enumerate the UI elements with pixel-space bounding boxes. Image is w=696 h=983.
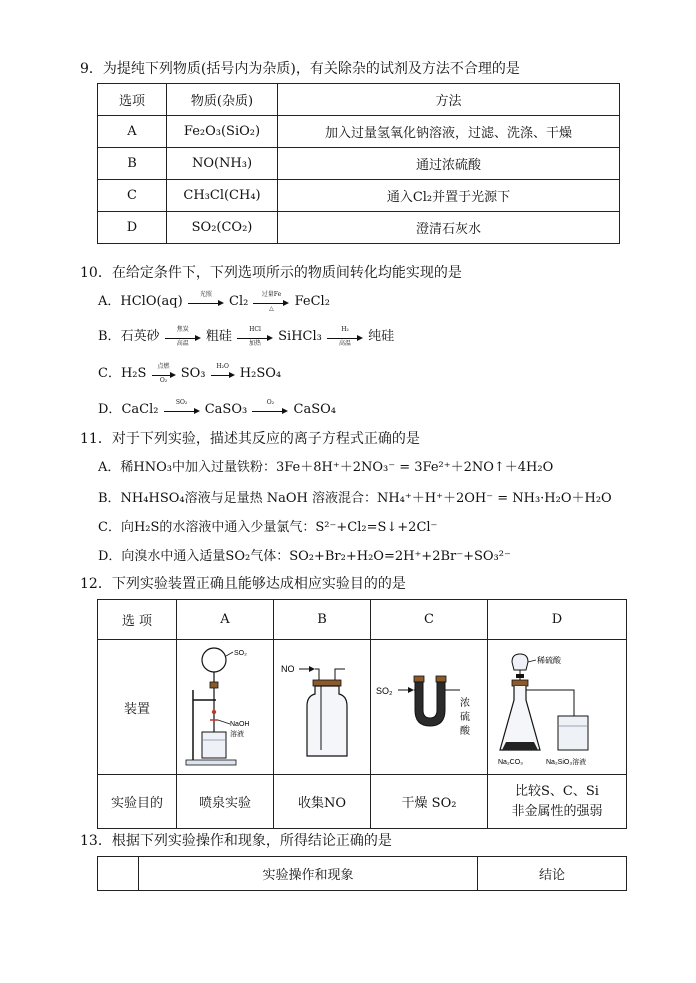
- q13-table: [97, 856, 627, 891]
- svg-text:NO: NO: [281, 664, 295, 674]
- acidity-comparison-diagram: [492, 640, 622, 770]
- q11-option-c: C．向H₂S的水溶液中通入少量氯气：S²⁻+Cl₂=S↓+2Cl⁻: [98, 520, 438, 535]
- q9-row-d-method: 澄清石灰水: [278, 212, 620, 244]
- q9-stem: 9．为提纯下列物质(括号内为杂质)，有关除杂的试剂及方法不合理的是: [80, 61, 520, 77]
- svg-text:Na₂CO₃: Na₂CO₃: [498, 759, 524, 766]
- reaction-arrow: 点燃 O₂: [152, 367, 176, 381]
- q12-apparatus-a: [177, 640, 274, 775]
- svg-text:酸: 酸: [460, 726, 470, 737]
- q9-row-b-option: B: [98, 148, 167, 180]
- reaction-arrow: 焦炭 高温: [165, 330, 201, 344]
- q12-row-purpose-label: 实验目的: [98, 775, 177, 829]
- q10-option-a: A．HClO(aq) 光照 Cl₂ 过量Fe △ FeCl₂: [98, 290, 330, 312]
- reaction-arrow: H₂O: [211, 367, 235, 381]
- q10-stem: 10．在给定条件下，下列选项所示的物质间转化均能实现的是: [80, 265, 462, 281]
- q12-apparatus-d: [488, 640, 627, 775]
- svg-text:Na₂SiO₃溶液: Na₂SiO₃溶液: [546, 759, 587, 766]
- reaction-arrow: O₂: [252, 403, 288, 417]
- q10-option-d: D．CaCl₂ SO₂ CaSO₃ O₂ CaSO₄: [98, 398, 336, 417]
- q12-purpose-a: 喷泉实验: [177, 775, 274, 829]
- q13-header-index: [98, 857, 139, 891]
- q11-option-b: B．NH₄HSO₄溶液与足量热 NaOH 溶液混合：NH₄⁺＋H⁺＋2OH⁻ = NH₃·H₂O＋H₂O: [98, 491, 612, 506]
- reaction-arrow: SO₂: [164, 403, 200, 417]
- gas-washing-bottle-diagram: [275, 640, 369, 770]
- q10-option-c: C．H₂S 点燃 O₂ SO₃ H₂O H₂SO₄: [98, 362, 282, 384]
- fountain-apparatus-diagram: [178, 640, 272, 770]
- svg-text:NaOH: NaOH: [230, 721, 250, 728]
- q9-row-c-option: C: [98, 180, 167, 212]
- svg-text:SO₂: SO₂: [234, 650, 247, 657]
- q13-header-conclusion: 结论: [478, 857, 627, 891]
- q9-header-option: 选项: [98, 84, 167, 116]
- q9-row-a-method: 加入过量氢氧化钠溶液，过滤、洗涤、干燥: [278, 116, 620, 148]
- q9-header-substance: 物质(杂质): [167, 84, 278, 116]
- reaction-arrow: 光照: [188, 295, 224, 309]
- q9-row-a-option: A: [98, 116, 167, 148]
- q9-row-a-substance: Fe₂O₃(SiO₂): [167, 116, 278, 148]
- u-tube-diagram: [372, 640, 486, 770]
- q9-row-b-method: 通过浓硫酸: [278, 148, 620, 180]
- q11-option-d: D．向溴水中通入适量SO₂气体：SO₂+Br₂+H₂O=2H⁺+2Br⁻+SO₃²⁻: [98, 549, 511, 564]
- q12-header-a: A: [177, 600, 274, 640]
- svg-text:SO₂: SO₂: [376, 686, 393, 696]
- q12-apparatus-c: [371, 640, 488, 775]
- q9-table: [97, 83, 620, 244]
- q9-row-d-substance: SO₂(CO₂): [167, 212, 278, 244]
- reaction-arrow: HCl 加热: [237, 330, 273, 344]
- q11-option-a: A．稀HNO₃中加入过量铁粉：3Fe＋8H⁺＋2NO₃⁻ = 3Fe²⁺＋2NO↑＋4H₂O: [98, 460, 554, 475]
- q10-option-b: B．石英砂 焦炭 高温 粗硅 HCl 加热 SiHCl₃ H₂ 高温 纯硅: [98, 325, 395, 347]
- q12-header-option: 选 项: [98, 600, 177, 640]
- reaction-arrow: 过量Fe △: [253, 295, 289, 309]
- svg-text:硫: 硫: [460, 712, 470, 723]
- q9-header-method: 方法: [278, 84, 620, 116]
- svg-text:溶液: 溶液: [230, 730, 244, 738]
- q12-header-b: B: [274, 600, 371, 640]
- q13-stem: 13．根据下列实验操作和现象，所得结论正确的是: [80, 833, 392, 849]
- q9-row-d-option: D: [98, 212, 167, 244]
- q12-purpose-c: 干燥 SO₂: [371, 775, 488, 829]
- q12-purpose-b: 收集NO: [274, 775, 371, 829]
- q9-row-b-substance: NO(NH₃): [167, 148, 278, 180]
- reaction-arrow: H₂ 高温: [327, 330, 363, 344]
- svg-text:浓: 浓: [460, 698, 470, 709]
- q12-apparatus-b: [274, 640, 371, 775]
- q11-stem: 11．对于下列实验，描述其反应的离子方程式正确的是: [80, 431, 420, 447]
- q9-row-c-substance: CH₃Cl(CH₄): [167, 180, 278, 212]
- q12-row-apparatus-label: 装置: [98, 640, 177, 775]
- q12-purpose-d: 比较S、C、Si 非金属性的强弱: [488, 775, 627, 829]
- q9-row-c-method: 通入Cl₂并置于光源下: [278, 180, 620, 212]
- q12-stem: 12．下列实验装置正确且能够达成相应实验目的的是: [80, 576, 406, 592]
- q12-header-c: C: [371, 600, 488, 640]
- q12-header-d: D: [488, 600, 627, 640]
- svg-text:稀硫酸: 稀硫酸: [537, 656, 561, 665]
- q13-header-operation: 实验操作和现象: [139, 857, 478, 891]
- q12-table: [97, 599, 627, 829]
